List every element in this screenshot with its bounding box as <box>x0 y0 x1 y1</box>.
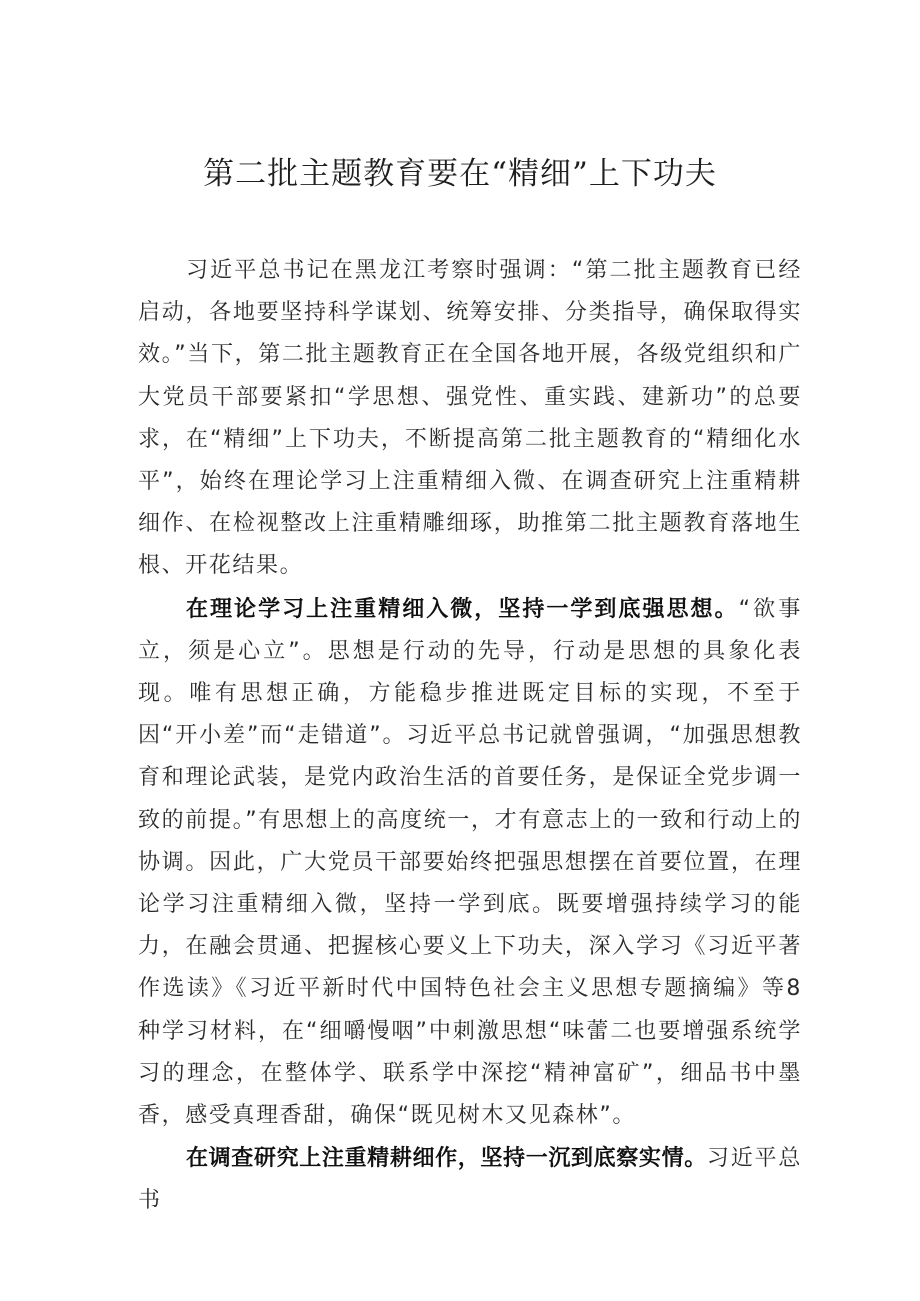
paragraph-intro <box>138 250 802 588</box>
document-body <box>138 250 802 1223</box>
paragraph-text: 习近平总书 <box>138 1146 802 1214</box>
paragraph-theory-study <box>138 589 802 1138</box>
document-title: 第二批主题教育要在“精细”上下功夫 <box>203 156 717 192</box>
paragraph-lead: 在理论学习上注重精细入微，坚持一学到底强思想。 <box>186 596 739 622</box>
paragraph-text: “欲事立，须是心立”。思想是行动的先导，行动是思想的具象化表现。唯有思想正确，方能稳步推进既定目标的实现，不至于因“开小差”而“走错道”。习近平总书记就曾强调，“加强思想教育和理论武装，是党内政治生活的首要任务，是保证全党步调一致的前提。”有思想上的高度统一，才有意志上的一致和行动上的协调。因此，广大党员干部要始终把强思想摆在首要位置，在理论学习注重精细入微，坚持一学到底。既要增强持续学习的能力，在融会贯通、把握核心要义上下功夫，深入学习《习近平著作选读》《习近平新时代中国特色社会主义思想专题摘编》等8种学习材料，在“细嚼慢咽”中刺激思想“味蕾二也要增强系统学习的理念，在整体学、联系学中深挖“精神富矿”，细品书中墨香，感受真理香甜，确保“既见树木又见森林”。 <box>138 596 803 1129</box>
paragraph-text: 习近平总书记在黑龙江考察时强调：“第二批主题教育已经启动，各地要坚持科学谋划、统筹安排、分类指导，确保取得实效。”当下，第二批主题教育正在全国各地开展，各级党组织和广大党员干部要紧扣“学思想、强党性、重实践、建新功”的总要求，在“精细”上下功夫，不断提高第二批主题教育的“精细化水平”，始终在理论学习上注重精细入微、在调查研究上注重精耕细作、在检视整改上注重精雕细琢，助推第二批主题教育落地生根、开花结果。 <box>138 258 802 579</box>
paragraph-lead: 在调查研究上注重精耕细作，坚持一沉到底察实情。 <box>186 1146 707 1172</box>
paragraph-investigation <box>138 1138 802 1222</box>
